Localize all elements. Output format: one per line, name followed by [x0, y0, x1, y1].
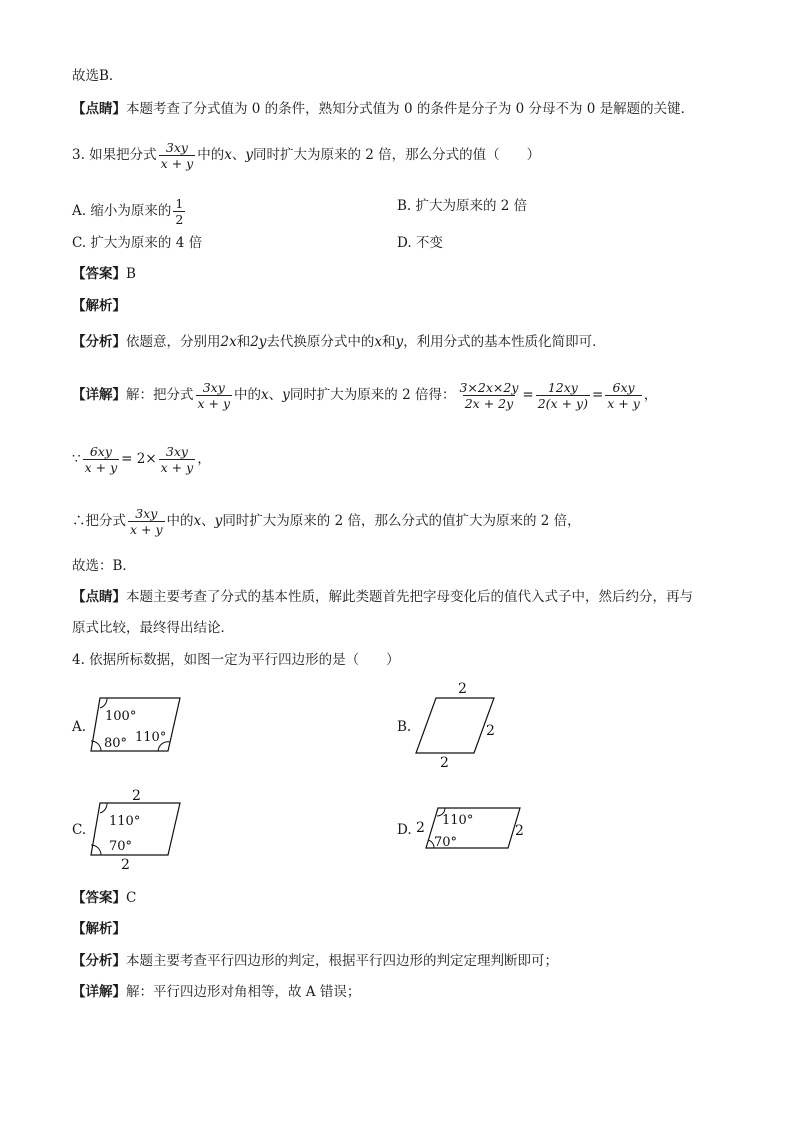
- q3-xj-num: 3xy: [202, 380, 225, 395]
- angle-arc-a1: [100, 698, 107, 708]
- q3-fx-x: x: [374, 334, 383, 350]
- q3-dj-text1: 本题主要考查了分式的基本性质，解此类题首先把字母变化后的值代入式子中，然后约分，再与: [126, 589, 693, 605]
- q3-post: 同时扩大为原来的 2 倍，那么分式的值（ ）: [252, 147, 541, 163]
- q3-xj-b: 中的: [234, 387, 262, 403]
- q3-xj-eq1: =: [522, 387, 534, 403]
- q3-xj-frac2: [536, 380, 590, 411]
- q3-frac-den: x + y: [160, 156, 194, 171]
- q4-figure-d: [412, 800, 532, 856]
- q3-xj-y: y: [282, 387, 290, 403]
- q3-option-a: [72, 196, 187, 227]
- q3-option-d: D. 不变: [397, 235, 443, 251]
- angle-d-70: 70°: [434, 835, 458, 850]
- q4-analysis-label: 【解析】: [72, 921, 126, 937]
- q3-option-c: C. 扩大为原来的 4 倍: [72, 235, 203, 251]
- q4-option-b-label: B.: [397, 719, 412, 735]
- q3-option-a-num: 1: [175, 196, 184, 211]
- q4-fx-text: 本题主要考查平行四边形的判定，根据平行四边形的判定定理判断即可；: [126, 953, 558, 969]
- side-b-top: 2: [458, 681, 467, 697]
- q3-therefore-den: x + y: [130, 522, 163, 537]
- therefore-text: ∴把分式: [72, 513, 126, 529]
- q3-comment-1: [72, 587, 693, 607]
- q3-fraction: [159, 140, 196, 171]
- q3-option-a-den: 2: [175, 212, 184, 227]
- q3-because-mid: = 2×: [121, 451, 157, 467]
- q3-mid: 中的: [197, 147, 225, 163]
- q3-answer-value: B: [126, 266, 136, 282]
- q4-option-d-label: D.: [397, 822, 412, 838]
- q3-because-num2: 3xy: [165, 444, 188, 459]
- q3-therefore-line: [72, 506, 581, 537]
- angle-a-100: 100°: [105, 709, 137, 724]
- q3-xj-frac3-num: 6xy: [612, 380, 635, 395]
- q3-fx-tag: 【分析】: [72, 334, 126, 350]
- choose-b-line: 故选B．: [72, 68, 123, 84]
- q3-because-frac1: [83, 444, 120, 475]
- side-c-top: 2: [132, 788, 141, 804]
- q3-therefore-mid: 中的: [166, 513, 194, 529]
- q3-var-x: x: [224, 147, 232, 163]
- q3-analysis-tag: [72, 296, 126, 316]
- side-d-right: 2: [515, 823, 524, 839]
- q3-xj-a: 解：把分式: [126, 387, 194, 403]
- q3-xj-sep: 、: [268, 387, 283, 403]
- q3-xj-frac2-den: 2(x + y): [537, 396, 588, 411]
- q4-fx-tag: 【分析】: [72, 953, 126, 969]
- q3-therefore-num: 3xy: [135, 506, 158, 521]
- q4-xj-tag: 【详解】: [72, 984, 126, 1000]
- q3-because-line: [72, 444, 211, 475]
- q3-therefore-sep: 、: [201, 513, 215, 529]
- q3-detail: [72, 380, 657, 411]
- q3-prefix: 3. 如果把分式: [72, 147, 157, 163]
- q3-analysis: [72, 332, 606, 352]
- q3-because-num1: 6xy: [89, 444, 112, 459]
- q3-option-b: B. 扩大为原来的 2 倍: [397, 198, 528, 214]
- q3-fx-2y: 2y: [250, 334, 267, 350]
- q4-analysis-tag: [72, 919, 126, 939]
- q3-therefore-frac: [128, 506, 165, 537]
- q4-answer-tag: 【答案】: [72, 890, 126, 906]
- q3-because-frac2: [159, 444, 196, 475]
- q3-dj-tag: 【点睛】: [72, 589, 126, 605]
- q4-detail: [72, 982, 360, 1002]
- q3-xj-frac2-num: 12xy: [547, 380, 578, 395]
- q4-option-c-label: C.: [72, 822, 87, 838]
- q3-var-y: y: [245, 147, 253, 163]
- q3-because-den2: x + y: [160, 460, 194, 475]
- angle-a-80: 80°: [104, 736, 128, 751]
- q3-xj-frac3: [605, 380, 642, 411]
- q3-therefore-post: 同时扩大为原来的 2 倍，那么分式的值扩大为原来的 2 倍，: [222, 513, 581, 529]
- q3-because-comma: ，: [197, 451, 211, 467]
- side-b-bottom: 2: [440, 755, 449, 770]
- angle-d-110: 110°: [442, 813, 474, 828]
- side-d-left: 2: [416, 820, 425, 836]
- q4-figure-c: [88, 787, 188, 873]
- q3-answer: [72, 264, 136, 284]
- q4-xj-text: 解：平行四边形对角相等，故 A 错误；: [126, 984, 361, 1000]
- q4-answer-value: C: [126, 890, 137, 906]
- q3-choose: 故选：B．: [72, 558, 136, 574]
- q3-frac-num: 3xy: [165, 140, 188, 155]
- q4-analysis: [72, 951, 558, 971]
- q3-because-den1: x + y: [84, 460, 118, 475]
- side-c-bottom: 2: [121, 857, 130, 873]
- q3-xj-comma: ，: [643, 387, 658, 403]
- q3-xj-frac1: [457, 380, 520, 411]
- q3-fx-d: 和: [382, 334, 396, 350]
- q3-answer-tag: 【答案】: [72, 266, 126, 282]
- q3-fx-e: ，利用分式的基本性质化简即可．: [403, 334, 606, 350]
- angle-arc-c1: [100, 803, 107, 813]
- q3-comment-2: 原式比较，最终得出结论．: [72, 620, 234, 636]
- q3-option-a-text: A. 缩小为原来的: [72, 203, 172, 219]
- q3-fx-a: 依题意，分别用: [126, 334, 221, 350]
- q3-xj-frac1-den: 2x + 2y: [464, 396, 514, 411]
- q3-xj-tag: 【详解】: [72, 387, 126, 403]
- q3-therefore-x: x: [193, 513, 202, 529]
- q4-figure-b: [412, 678, 512, 770]
- q4-figure-a: [88, 693, 188, 757]
- angle-a-110: 110°: [135, 730, 167, 745]
- q3-xj-frac3-den: x + y: [607, 396, 640, 411]
- q3-xj-fraction: [196, 380, 233, 411]
- angle-c-110: 110°: [109, 814, 141, 829]
- q3-xj-x: x: [261, 387, 269, 403]
- q3-xj-frac1-num: 3×2x×2y: [459, 380, 519, 395]
- q3-therefore-y: y: [214, 513, 223, 529]
- q3-xj-c: 同时扩大为原来的 2 倍得：: [289, 387, 456, 403]
- q3-analysis-label: 【解析】: [72, 298, 126, 314]
- angle-c-70: 70°: [109, 839, 133, 854]
- comment-text: 本题考查了分式值为 0 的条件，熟知分式值为 0 的条件是分子为 0 分母不为 0 是解题的关键．: [126, 101, 695, 117]
- side-b-right: 2: [486, 723, 495, 739]
- q3-stem: [72, 140, 540, 171]
- comment-tag: 【点睛】: [72, 101, 126, 117]
- parallelogram-b: [416, 698, 494, 753]
- q4-answer: [72, 888, 136, 908]
- because-symbol: ∵: [72, 451, 81, 467]
- q3-xj-eq2: =: [591, 387, 604, 403]
- q3-xj-den: x + y: [197, 396, 231, 411]
- q4-stem: 4. 依据所标数据，如图一定为平行四边形的是（ ）: [72, 652, 400, 668]
- q4-option-a-label: A.: [72, 719, 87, 735]
- q3-fx-2x: 2x: [220, 334, 237, 350]
- comment-line: [72, 99, 694, 119]
- q3-option-a-fraction: [173, 196, 185, 227]
- q3-fx-c: 去代换原分式中的: [266, 334, 375, 350]
- q3-sep: 、: [231, 147, 246, 163]
- q3-fx-y: y: [395, 334, 404, 350]
- q3-fx-b: 和: [236, 334, 251, 350]
